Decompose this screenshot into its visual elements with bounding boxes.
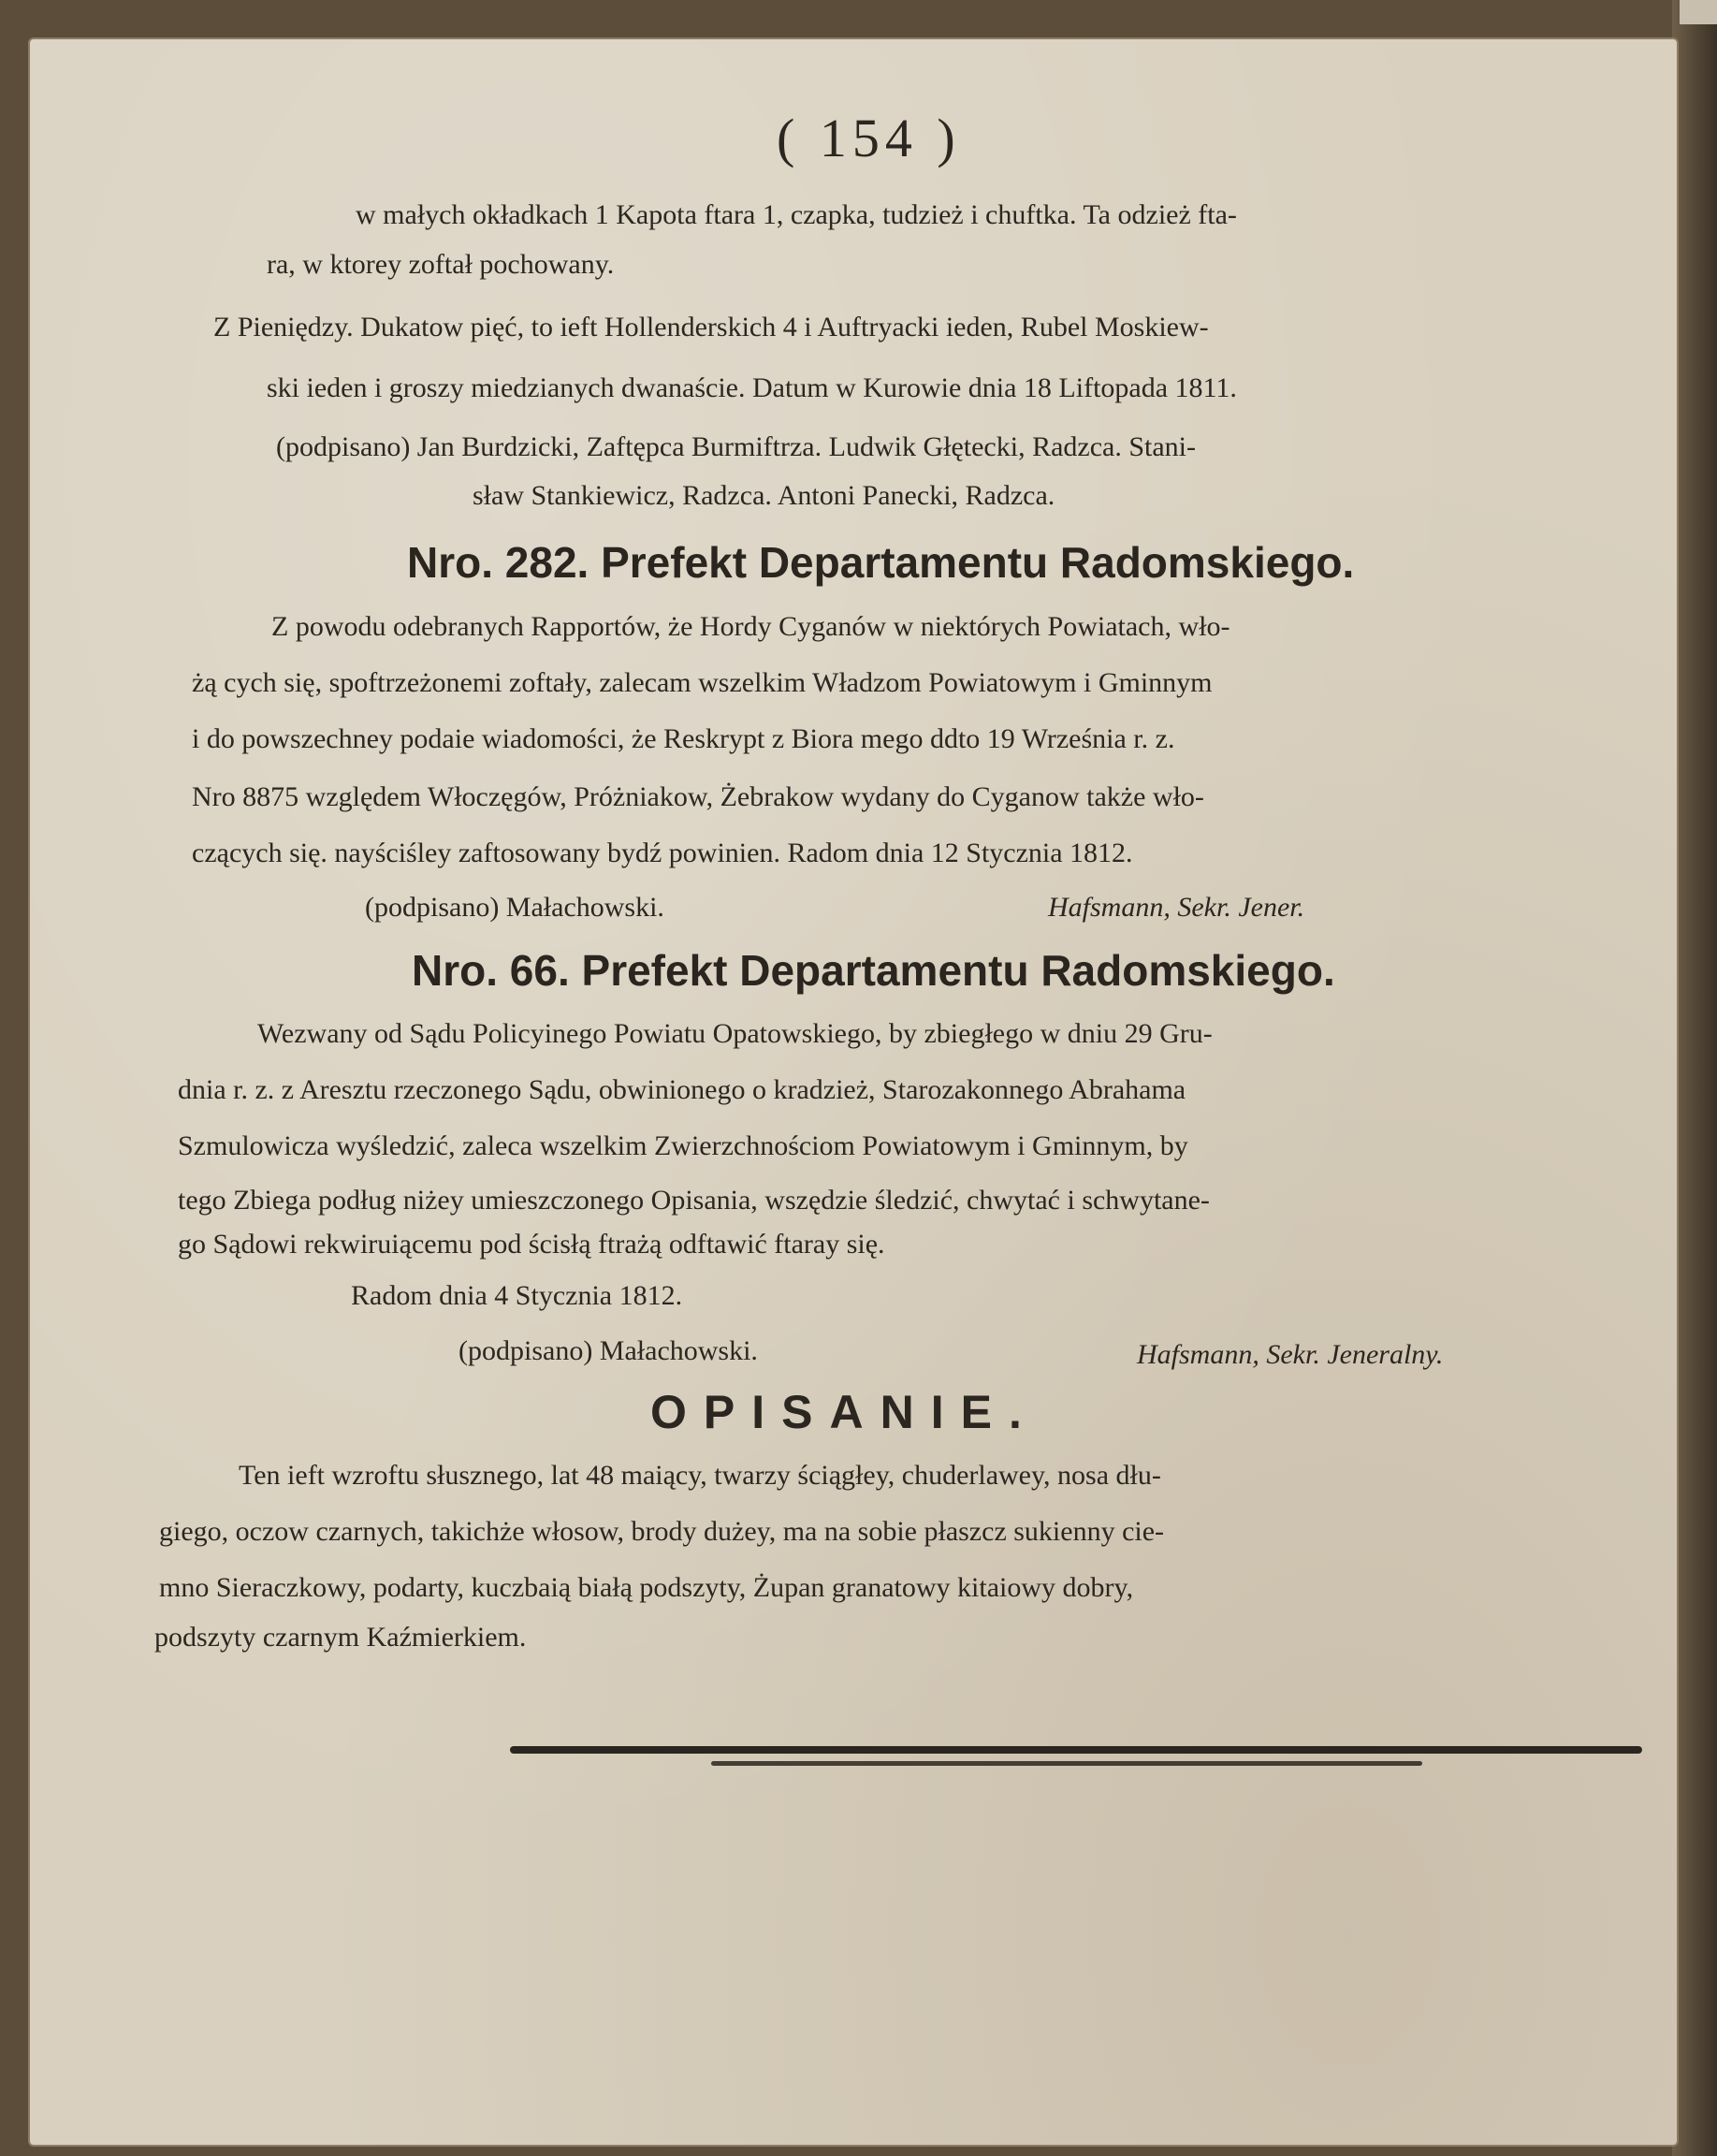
section-282-line-1: Z powodu odebranych Rapportów, że Hordy Cyganów w niektórych Powiatach, wło- <box>271 611 1230 642</box>
section-282-line-4: Nro 8875 względem Włoczęgów, Próżniakow, Żebrakow wydany do Cyganow także wło- <box>192 781 1204 812</box>
continuation-line-3: Z Pieniędzy. Dukatow pięć, to ieft Hollenderskich 4 i Auftryacki ieden, Rubel Moskiew- <box>213 312 1209 342</box>
section-66-line-1: Wezwany od Sądu Policyinego Powiatu Opatowskiego, by zbiegłego w dniu 29 Gru- <box>257 1018 1213 1049</box>
section-66-line-3: Szmulowicza wyśledzić, zaleca wszelkim Zwierzchnościom Powiatowym i Gminnym, by <box>178 1130 1188 1161</box>
section-66-signature: (podpisano) Małachowski. <box>458 1335 758 1366</box>
opisanie-line-3: mno Sieraczkowy, podarty, kuczbaią białą podszyty, Żupan granatowy kitaiowy dobry, <box>159 1572 1134 1603</box>
continuation-line-5: (podpisano) Jan Burdzicki, Zaftępca Burmiftrza. Ludwik Głętecki, Radzca. Stani- <box>276 431 1196 462</box>
section-282-line-3: i do powszechney podaie wiadomości, że Reskrypt z Biora mego ddto 19 Września r. z. <box>192 723 1175 754</box>
section-66-secretary: Hafsmann, Sekr. Jeneralny. <box>1137 1339 1444 1370</box>
continuation-line-1: w małych okładkach 1 Kapota ftara 1, czapka, tudzież i chuftka. Ta odzież fta- <box>356 199 1237 230</box>
opisanie-line-4: podszyty czarnym Kaźmierkiem. <box>154 1622 527 1653</box>
section-282-heading: Nro. 282. Prefekt Departamentu Radomskiego. <box>407 538 1355 587</box>
section-66-line-5: go Sądowi rekwiruiącemu pod ścisłą ftrażą odftawić ftaray się. <box>178 1229 885 1260</box>
section-282-line-5: czących się. nayściśley zaftosowany bydź powinien. Radom dnia 12 Stycznia 1812. <box>192 838 1133 868</box>
opisanie-line-1: Ten ieft wzroftu słusznego, lat 48 maiący, twarzy ściągłey, chuderlawey, nosa dłu- <box>239 1460 1161 1491</box>
section-282-secretary: Hafsmann, Sekr. Jener. <box>1048 892 1305 923</box>
continuation-line-6: sław Stankiewicz, Radzca. Antoni Panecki, Radzca. <box>473 480 1055 511</box>
section-66-line-4: tego Zbiega podług niżey umieszczonego Opisania, wszędzie śledzić, chwytać i schwytane- <box>178 1185 1210 1216</box>
opisanie-heading: OPISANIE. <box>650 1386 1039 1438</box>
end-rule <box>510 1746 1642 1754</box>
scan-corner <box>1680 0 1717 24</box>
end-rule-ornament <box>711 1761 1422 1766</box>
continuation-line-2: ra, w ktorey zoftał pochowany. <box>267 249 615 280</box>
section-66-date: Radom dnia 4 Stycznia 1812. <box>351 1280 683 1311</box>
page-number: ( 154 ) <box>777 108 961 168</box>
scan-edge <box>1672 0 1717 2156</box>
section-66-heading: Nro. 66. Prefekt Departamentu Radomskiego. <box>412 946 1335 995</box>
section-282-signature: (podpisano) Małachowski. <box>365 892 664 923</box>
continuation-line-4: ski ieden i groszy miedzianych dwanaście. Datum w Kurowie dnia 18 Liftopada 1811. <box>267 372 1237 403</box>
section-282-line-2: żą cych się, spoftrzeżonemi zoftały, zalecam wszelkim Władzom Powiatowym i Gminnym <box>192 667 1213 698</box>
section-66-line-2: dnia r. z. z Aresztu rzeczonego Sądu, obwinionego o kradzież, Starozakonnego Abrahama <box>178 1074 1186 1105</box>
opisanie-line-2: giego, oczow czarnych, takichże włosow, brody dużey, ma na sobie płaszcz sukienny cie- <box>159 1516 1165 1547</box>
